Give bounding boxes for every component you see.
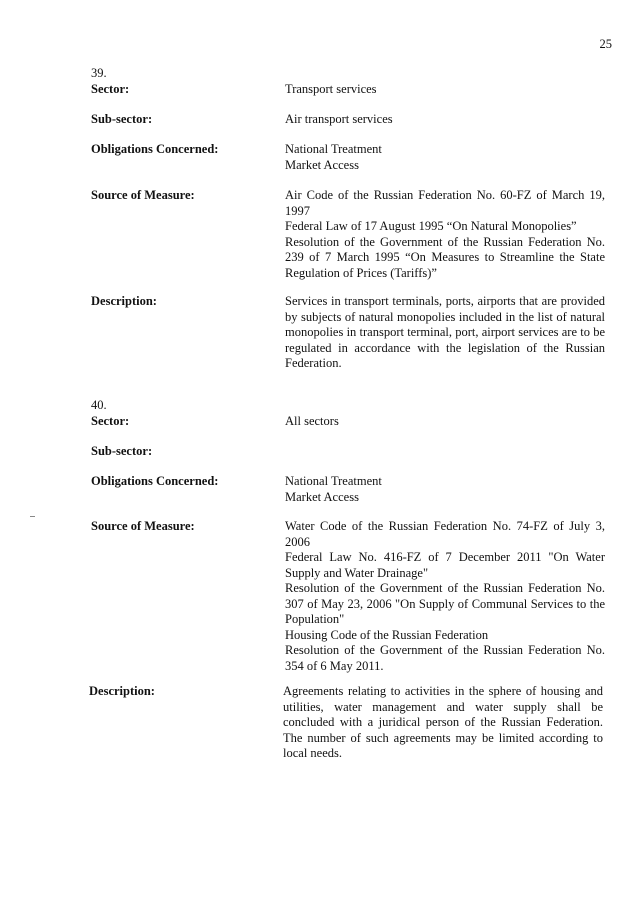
obligation-item: National Treatment [285,474,382,488]
source-line: Federal Law No. 416-FZ of 7 December 2011 "On Water Supply and Water Drainage" [285,550,605,580]
source-line: Water Code of the Russian Federation No. 74-FZ of July 3, 2006 [285,519,605,549]
obligation-item: National Treatment [285,142,382,156]
page-number: 25 [599,37,612,51]
source-line: Resolution of the Government of the Russian Federation No. 354 of 6 May 2011. [285,643,605,673]
description-value: Services in transport terminals, ports, airports that are provided by subjects of natural monopolies included in the list of natural monopolies in transport terminal, port, airport services are to be regulated in accordance with the legislation of the Russian Federation. [285,294,605,370]
subsector-value: Air transport services [285,112,393,126]
obligations-value [285,142,605,173]
entry-number: 39. [91,66,107,80]
obligation-item: Market Access [285,489,359,504]
obligations-value [285,474,605,505]
sector-label: Sector: [91,82,130,96]
obligation-item: Market Access [285,157,359,172]
source-line: Resolution of the Government of the Russian Federation No. 239 of 7 March 1995 “On Measures to Streamline the State Regulation of Prices (Tariffs)” [285,234,605,280]
description-value: Agreements relating to activities in the sphere of housing and utilities, water management and water supply shall be concluded with a juridical person of the Russian Federation. The number of such agreements may be limited according to local needs. [283,684,603,760]
description-label: Description: [89,684,155,698]
obligations-label: Obligations Concerned: [91,142,219,156]
source-line: Air Code of the Russian Federation No. 60-FZ of March 19, 1997 [285,188,605,218]
obligations-label: Obligations Concerned: [91,474,219,488]
source-line: Federal Law of 17 August 1995 “On Natural Monopolies” [285,219,577,233]
source-label: Source of Measure: [91,519,195,533]
margin-mark [30,516,35,517]
subsector-label: Sub-sector: [91,112,153,126]
sector-label: Sector: [91,414,130,428]
source-value [285,519,605,674]
entry-number: 40. [91,398,107,412]
source-value [285,188,605,281]
sector-value: All sectors [285,414,339,428]
source-line: Resolution of the Government of the Russian Federation No. 307 of May 23, 2006 "On Supply of Communal Services to the Population" [285,581,605,626]
description-label: Description: [91,294,157,308]
sector-value: Transport services [285,82,377,96]
source-label: Source of Measure: [91,188,195,202]
source-line: Housing Code of the Russian Federation [285,627,489,642]
subsector-label: Sub-sector: [91,444,153,458]
